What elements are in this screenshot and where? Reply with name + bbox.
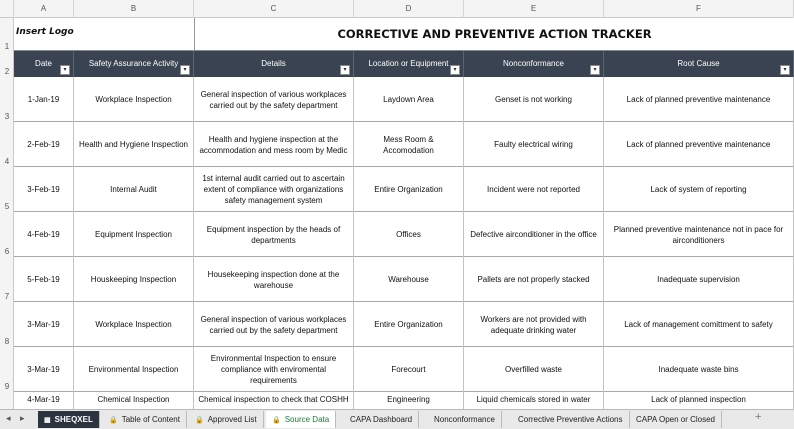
cell-date[interactable]: 1-Jan-19: [14, 77, 74, 122]
cell-nonconformance[interactable]: Incident were not reported: [464, 167, 604, 212]
cell-activity[interactable]: Internal Audit: [74, 167, 194, 212]
header-root-cause[interactable]: [604, 51, 794, 77]
header-activity-label: Safety Assurance Activity: [88, 59, 179, 68]
row-header-8[interactable]: 8: [4, 337, 10, 346]
cell-date[interactable]: 3-Mar-19: [14, 347, 74, 392]
cell-activity[interactable]: Houskeeping Inspection: [74, 257, 194, 302]
row-header-3[interactable]: 3: [4, 112, 10, 121]
cell-details[interactable]: Housekeeping inspection done at the warehouse: [194, 257, 354, 302]
filter-dropdown-icon[interactable]: ▾: [780, 65, 790, 75]
row-header-9[interactable]: 9: [4, 382, 10, 391]
cell-details[interactable]: General inspection of various workplaces carried out by the safety department: [194, 302, 354, 347]
lock-icon: 🔒: [109, 417, 118, 424]
cell-details[interactable]: Health and hygiene inspection at the accommodation and mess room by Medic: [194, 122, 354, 167]
cell-date[interactable]: 5-Feb-19: [14, 257, 74, 302]
cell-location[interactable]: Warehouse: [354, 257, 464, 302]
cell-nonconformance[interactable]: Pallets are not properly stacked: [464, 257, 604, 302]
cell-activity[interactable]: Workplace Inspection: [74, 302, 194, 347]
cell-root-cause[interactable]: Lack of planned preventive maintenance: [604, 122, 794, 167]
cell-location[interactable]: Laydown Area: [354, 77, 464, 122]
cell-date[interactable]: 2-Feb-19: [14, 122, 74, 167]
cell-date[interactable]: 3-Feb-19: [14, 167, 74, 212]
row-header-1[interactable]: 1: [4, 42, 10, 51]
sheet-tab-bar: [0, 409, 794, 429]
table-row: [14, 212, 794, 257]
cell-details[interactable]: Chemical inspection to check that COSHH: [194, 392, 354, 409]
cell-activity[interactable]: Equipment Inspection: [74, 212, 194, 257]
table-row: [14, 347, 794, 392]
row-header-4[interactable]: 4: [4, 157, 10, 166]
cell-nonconformance[interactable]: Liquid chemicals stored in water: [464, 392, 604, 409]
header-root-cause-label: Root Cause: [677, 59, 720, 68]
row-header-7[interactable]: 7: [4, 292, 10, 301]
tab-nonconformance[interactable]: Nonconformance: [428, 411, 502, 428]
header-activity[interactable]: [74, 51, 194, 77]
cell-date[interactable]: 4-Feb-19: [14, 212, 74, 257]
logo-placeholder[interactable]: Insert Logo: [16, 27, 74, 37]
header-location[interactable]: [354, 51, 464, 77]
page-title[interactable]: CORRECTIVE AND PREVENTIVE ACTION TRACKER: [194, 18, 794, 50]
tab-capa-open-or-closed[interactable]: CAPA Open or Closed: [630, 411, 722, 428]
tab-sheqxel[interactable]: ▦ SHEQXEL: [38, 411, 100, 428]
cell-nonconformance[interactable]: Workers are not provided with adequate drinking water: [464, 302, 604, 347]
header-nonconformance[interactable]: [464, 51, 604, 77]
cell-root-cause[interactable]: Lack of planned inspection: [604, 392, 794, 409]
column-header-e[interactable]: E: [464, 0, 604, 18]
cell-root-cause[interactable]: Inadequate supervision: [604, 257, 794, 302]
header-date[interactable]: [14, 51, 74, 77]
cell-root-cause[interactable]: Lack of management comittment to safety: [604, 302, 794, 347]
filter-dropdown-icon[interactable]: ▾: [450, 65, 460, 75]
cell-details[interactable]: General inspection of various workplaces carried out by the safety department: [194, 77, 354, 122]
table-row: [14, 77, 794, 122]
row-header-2[interactable]: 2: [4, 67, 10, 76]
header-date-label: Date: [35, 59, 52, 68]
cell-location[interactable]: Offices: [354, 212, 464, 257]
cell-details[interactable]: 1st internal audit carried out to ascertain extent of compliance with organizations safety management system: [194, 167, 354, 212]
table-row: [14, 302, 794, 347]
header-location-label: Location or Equipment: [368, 59, 449, 68]
cell-nonconformance[interactable]: Faulty electrical wiring: [464, 122, 604, 167]
data-grid: [14, 77, 794, 409]
cell-nonconformance[interactable]: Defective airconditioner in the office: [464, 212, 604, 257]
cell-root-cause[interactable]: Lack of planned preventive maintenance: [604, 77, 794, 122]
column-header-f[interactable]: F: [604, 0, 794, 18]
lock-icon: 🔒: [272, 417, 281, 424]
cell-activity[interactable]: Environmental Inspection: [74, 347, 194, 392]
cell-activity[interactable]: Health and Hygiene Inspection: [74, 122, 194, 167]
table-header: [14, 51, 794, 77]
column-header-a[interactable]: A: [14, 0, 74, 18]
column-header-d[interactable]: D: [354, 0, 464, 18]
grid-icon: ▦: [44, 417, 51, 424]
tab-capa-dashboard[interactable]: CAPA Dashboard: [344, 411, 419, 428]
lock-icon: 🔒: [195, 417, 204, 424]
tab-table-of-content[interactable]: 🔒 Table of Content: [103, 411, 187, 428]
cell-location[interactable]: Entire Organization: [354, 167, 464, 212]
cell-details[interactable]: Equipment inspection by the heads of departments: [194, 212, 354, 257]
table-row: [14, 167, 794, 212]
cell-date[interactable]: 4-Mar-19: [14, 392, 74, 409]
cell-location[interactable]: Forecourt: [354, 347, 464, 392]
scroll-tabs-right-icon[interactable]: ▸: [20, 413, 25, 423]
filter-dropdown-icon[interactable]: ▾: [590, 65, 600, 75]
table-row: [14, 392, 794, 409]
tab-source-data[interactable]: 🔒 Source Data: [266, 411, 336, 428]
add-sheet-icon[interactable]: +: [755, 411, 762, 423]
header-details[interactable]: [194, 51, 354, 77]
cell-root-cause[interactable]: Lack of system of reporting: [604, 167, 794, 212]
column-header-c[interactable]: C: [194, 0, 354, 18]
row-header-strip: [0, 18, 14, 409]
cell-activity[interactable]: Chemical Inspection: [74, 392, 194, 409]
filter-dropdown-icon[interactable]: ▾: [340, 65, 350, 75]
cell-activity[interactable]: Workplace Inspection: [74, 77, 194, 122]
scroll-tabs-left-icon[interactable]: ◂: [6, 413, 11, 423]
tab-approved-list[interactable]: 🔒 Approved List: [189, 411, 264, 428]
filter-dropdown-icon[interactable]: ▾: [180, 65, 190, 75]
cell-location[interactable]: Mess Room & Accomodation: [354, 122, 464, 167]
cell-nonconformance[interactable]: Overfilled waste: [464, 347, 604, 392]
table-row: [14, 122, 794, 167]
table-row: [14, 257, 794, 302]
cell-root-cause[interactable]: Inadequate waste bins: [604, 347, 794, 392]
column-header-strip: [0, 0, 794, 18]
cell-root-cause[interactable]: Planned preventive maintenance not in pace for airconditioners: [604, 212, 794, 257]
filter-dropdown-icon[interactable]: ▾: [60, 65, 70, 75]
cell-date[interactable]: 3-Mar-19: [14, 302, 74, 347]
select-all-corner[interactable]: [0, 0, 14, 18]
cell-location[interactable]: Engineering: [354, 392, 464, 409]
cell-location[interactable]: Entire Organization: [354, 302, 464, 347]
row-header-6[interactable]: 6: [4, 247, 10, 256]
header-details-label: Details: [261, 59, 286, 68]
tab-corrective-preventive-actions[interactable]: Corrective Preventive Actions: [512, 411, 630, 428]
cell-details[interactable]: Environmental Inspection to ensure compliance with enviromental requirements: [194, 347, 354, 392]
row-header-5[interactable]: 5: [4, 202, 10, 211]
column-header-b[interactable]: B: [74, 0, 194, 18]
cell-nonconformance[interactable]: Genset is not working: [464, 77, 604, 122]
header-nonconformance-label: Nonconformance: [503, 59, 564, 68]
